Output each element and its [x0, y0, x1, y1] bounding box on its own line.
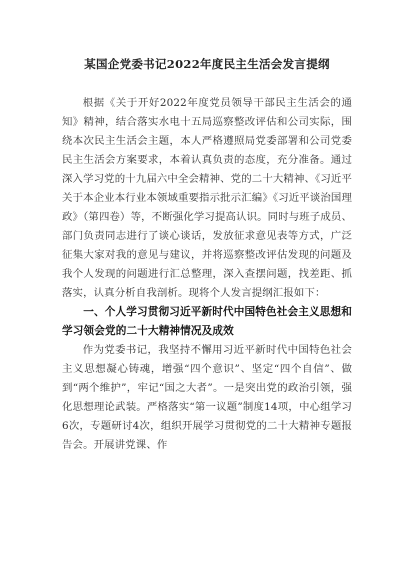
section-1-heading: 一、个人学习贯彻习近平新时代中国特色社会主义思想和学习领会党的二十大精神情况及成效 [62, 306, 352, 337]
document-title: 某国企党委书记2022年度民主生活会发言提纲 [84, 57, 330, 71]
intro-paragraph: 根据《关于开好2022年度党员领导干部民主生活会的通知》精神，结合落实水电十五局巡察整改评估和公司实际，围绕本次民主生活会主题，本人严格遵照局党委部署和公司党委民主生活会方案要求，本着认真负责的态度，充分准备。通过深入学习党的十九届六中全会精神、党的二十大精神、《习近平关于本企业本行业本领域重要指示批示汇编》《习近平谈治国理政》（第四卷）等，不断强化学习提高认识。同时与班子成员、部门负责同志进行了谈心谈话，发放征求意见表等方式，广泛征集大家对我的意见与建议，并将巡察整改评估发现的问题及我个人发现的问题进行汇总整理，深入查摆问题，找差距、抓落实，认真分析自我剖析。现将个人发言提纲汇报如下： [62, 97, 352, 299]
section-1-paragraph: 作为党委书记，我坚持不懈用习近平新时代中国特色社会主义思想凝心铸魂，增强“四个意识”、坚定“四个自信”、做到“两个维护”，牢记“国之大者”。一是突出党的政治引领，强化思想理论武装。严格落实“第一议题”制度14项，中心组学习6次，专题研讨4次，组织开展学习贯彻党的二十大精神专题报告会。开展讲党课、作 [62, 344, 352, 451]
